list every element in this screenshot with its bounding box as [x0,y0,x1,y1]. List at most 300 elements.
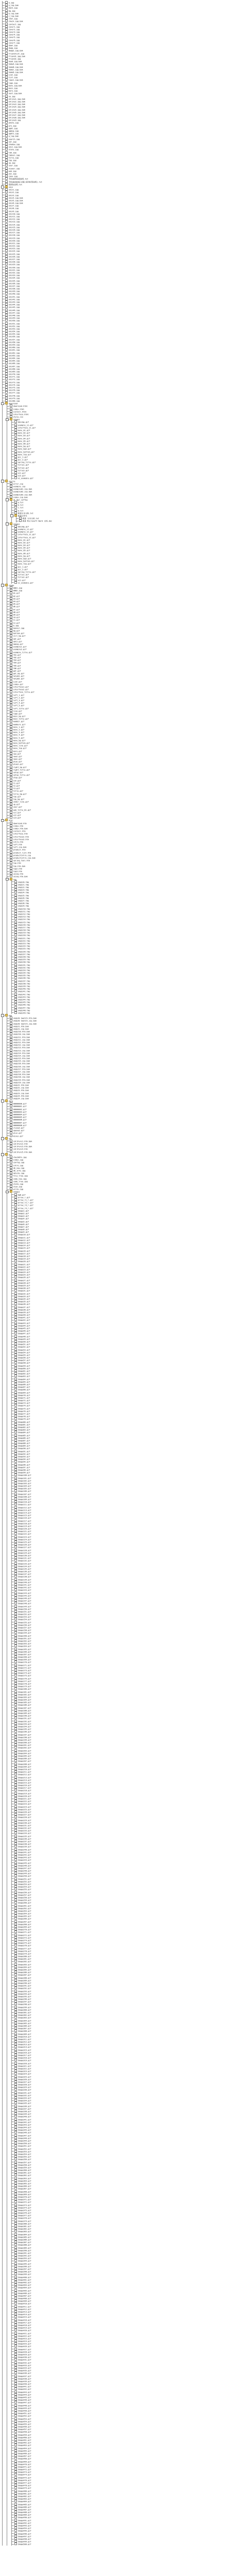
tree-item-label: up.gif [13,803,20,806]
tree-connector [2,259,5,260]
tree-connector [7,761,9,762]
tree-connector [2,114,5,115]
tree-item-label: search.jpg [8,138,20,141]
tree-item-label: skqSJ25.tmp [18,947,30,950]
tree-item-label: 00000007.gif [13,1122,27,1124]
tree-item-label: skqSJ46.tmp [18,1004,30,1006]
tree-connector [7,593,9,594]
tree-connector [11,1416,14,1417]
tree-item-label: head.jpg.bak [8,60,22,63]
tree-item-label: closed.gif [13,1127,25,1129]
tree-item-label: skin9.jpg [8,210,19,213]
tree-item-label: Image120.gif [18,1528,31,1530]
tree-item-label: image [8,584,14,587]
tree-item-label: Image225.gif [18,1808,31,1811]
tree-item-label: skin46.jpg [8,309,20,312]
tree-item-label: step.gif [13,776,22,779]
tree-connector [11,1603,14,1604]
tree-connector [11,983,14,984]
tree-item-label: Image99.gif [18,1471,30,1474]
tree-item-label: Image89.gif [18,1445,30,1447]
tree-item-label: skin3.jpg [8,194,19,197]
tree-item-label: top2.htm [13,868,22,870]
tree-item-label: help01.gif [13,675,25,677]
tree-item-label: more.jpg [8,90,18,92]
tree-connector [11,1766,14,1767]
tree-connector [11,919,14,920]
tree-item-label: Image205.gif [18,1755,31,1757]
tree-connector [2,213,5,214]
tree-item-label: Image220.gif [18,1795,31,1798]
tree-item-label: Image126.gif [18,1544,31,1546]
tree-item-label: left_1.gif [13,694,25,697]
tree-item-label: arrow_r1_r.gif [18,1199,33,1201]
tree-item-label: qqdt1.jpg [8,132,19,135]
tree-item-label: Image160.gif [18,1635,31,1637]
tree-item-label: chat.jpg [8,18,18,20]
tree-connector [11,1734,14,1735]
tree-connector [11,1499,14,1500]
tree-item-label: tmp [13,878,17,881]
tree-item-label: write.jpg [13,1188,24,1191]
tree-item-label: skin57.jpg [8,338,20,341]
tree-connector [2,264,5,265]
tree-item-label: 00000003.gif [13,1111,27,1113]
collapse-toggle-icon[interactable]: − [2,819,3,821]
tree-connector [7,590,9,591]
tree-item-label: skqSJ11.jsp.bak [13,1039,30,1041]
tree-connector [7,726,9,727]
tree-item-label: xz2.gif [18,474,26,477]
tree-item-label: Image230.gif [18,1822,31,1824]
tree-item-label: Image136.gif [18,1570,31,1573]
tree-connector [11,1432,14,1433]
tree-item-label: skin70.jpg [8,373,20,376]
tree-connector [7,1018,9,1019]
tree-item-label: next.jpg.bak [8,92,22,95]
tree-item-label: menu_bg.gif [13,739,26,742]
tree-item-label: skqSJ20.tmp [18,935,30,937]
tree-item-label: callFunc5.htm.bak [13,1151,32,1154]
tree-item-label: skin48.jpg [8,314,20,317]
tree-connector [2,85,5,86]
tree-item-label: skqSJ9.tmp [18,905,29,907]
collapse-toggle-icon[interactable]: − [2,1014,3,1016]
tree-item-label: skin31.jpg [8,269,20,272]
tree-item-label: Image63.gif [18,1375,30,1378]
tree-item-label: Image194.gif [18,1725,31,1728]
tree-connector [2,181,5,182]
tree-item-label: skqSJ10.tmp [18,908,30,910]
tree-item-label: skqSJ7.tmp [18,900,29,902]
tree-item-label: Image218.gif [18,1790,31,1792]
tree-item-label: Image222.gif [18,1800,31,1803]
tree-item-label: Image191.gif [18,1717,31,1720]
tree-item-label: Image71.gif [18,1397,30,1399]
tree-item-label: 00000005.gif [13,1116,27,1118]
tree-item-label: 06.gif [13,605,20,608]
tree-connector [7,665,9,666]
tree-item-label: menu_03.gif [18,434,30,437]
tree-item-label: skin.jpg.bak [8,146,22,148]
tree-connector [7,788,9,789]
tree-item-label: get.gif [13,670,21,672]
collapse-toggle-icon[interactable]: − [7,498,8,501]
tree-connector [11,1547,14,1548]
tree-item-label: code_tree.jpg [13,1180,28,1183]
tree-item-label: online1.jpg.bak [8,98,26,100]
tree-item-label: bg.jpg [8,10,15,12]
tree-connector [11,1210,14,1211]
tree-connector [7,753,9,754]
tree-item-label: skqSJ17.htm.bak [13,1068,30,1071]
tree-item-label: source [8,480,15,483]
tree-connector [2,368,5,369]
tree-item-label: Image40.gif [18,1314,30,1316]
tree-item-label: Image144.gif [18,1592,31,1595]
tree-connector [11,1651,14,1652]
tree-item-label: skqSJ49.tmp [18,1012,30,1014]
tree-connector [11,1397,14,1398]
tree-item-label: down.jpg [8,44,18,47]
tree-item-label: 11.gif [13,619,20,621]
collapse-toggle-icon[interactable]: − [11,514,12,517]
tree-connector [2,192,5,193]
tree-connector [11,1012,14,1013]
tree-item-label: friendlist.jpg [8,53,24,55]
tree-connector [7,1039,9,1040]
tree-connector [11,1226,14,1227]
tree-connector [11,582,14,583]
tree-item-label: skqSJ23.tmp [18,942,30,945]
tree-item-label: Image6.gif [18,1223,29,1226]
tree-item-label: setup_title.gif [13,774,30,776]
tree-connector [11,566,14,567]
tree-item-label: skqSJ16.htm.bak [13,1063,30,1065]
tree-item-label: skin41.jpg [8,296,20,298]
tree-connector [7,1055,9,1056]
tree-connector [11,1769,14,1770]
tree-connector [2,312,5,313]
tree-item-label: index.jsp.bak [13,496,28,499]
tree-connector [7,1031,9,1032]
tree-item-label: Image209.gif [18,1766,31,1768]
tree-connector [7,737,9,738]
tree-item-label: qqdt.jpg [8,127,18,130]
tree-item-label: skin56.jpg [8,336,20,338]
tree-item-label: xz2.gif [13,814,21,817]
tree-item-label: skin79.jpg [8,397,20,400]
tree-connector [2,208,5,209]
tree-item-label: menu_bg2.gif [18,557,31,560]
tree-connector [7,847,9,848]
tree-item-label: Image159.gif [18,1632,31,1634]
tree-item-label: skin64.jpg [8,357,20,360]
tree-connector [11,446,14,447]
tree-item-label: menu_line.gif [13,744,28,747]
tree-item-label: Image124.gif [18,1538,31,1541]
tree-item-label: homeC.jpg.bak [8,69,23,71]
tree-connector [7,1090,9,1091]
tree-item-label: skqSJ2.htm.bak [13,1084,29,1087]
tree-item-label: skin6.jpg.bak [8,202,23,205]
tree-connector [11,1381,14,1382]
tree-connector [11,542,14,543]
tree-connector [11,1624,14,1625]
tree-item-label: Image28.gif [18,1282,30,1284]
tree-connector [7,1042,9,1043]
tree-item-label: Image8.gif [18,1228,29,1231]
tree-connector [7,748,9,749]
collapse-toggle-icon[interactable]: − [7,1190,8,1193]
tree-connector [2,336,5,337]
tree-item-label: left.htm [13,843,22,846]
tree-item-label: main_bg.gif [13,715,26,718]
tree-item-label: skin16.jpg [8,229,20,231]
tree-item-label: skqSJ0 Swatch.htm.bak [13,1017,37,1020]
tree-item-label: menu_bg2.gif [18,448,31,450]
tree-item-label: Image131.gif [18,1557,31,1560]
tree-item-label: Image195.gif [18,1728,31,1731]
tree-connector [7,1047,9,1048]
tree-item-label: arrow_r.gif [18,1196,30,1199]
tree-connector [11,1293,14,1294]
tree-connector [11,539,14,540]
collapse-toggle-icon[interactable]: − [2,1137,3,1140]
tree-item-label: view.jpg [13,1185,22,1188]
tree-connector [11,1643,14,1644]
tree-item-label: c.txt [18,507,24,510]
tree-connector [7,876,9,877]
tree-item-label: skqSJ0 Swatch.jsp.bak [13,1023,37,1025]
tree-connector [11,1520,14,1521]
tree-item-label: b.txt [18,504,24,506]
tree-connector [11,975,14,976]
tree-item-label: Image186.gif [18,1704,31,1707]
tree-connector [11,1475,14,1476]
tree-item-label: intro.htm [13,841,24,843]
tree-item-label: left_4.gif [13,702,25,704]
tree-item-label: Image114.gif [18,1512,31,1514]
tree-connector [11,1806,14,1807]
tree-item-label: 10.gif [13,616,20,619]
tree-connector [11,959,14,960]
collapse-toggle-icon[interactable]: − [2,584,3,586]
tree-item-label: skqSJ4.tmp [18,892,29,894]
tree-item-label: skin22.jpg [8,245,20,247]
collapse-toggle-icon[interactable]: − [7,418,8,420]
tree-item-label: interface.htm [13,833,28,835]
tree-connector [11,1742,14,1743]
tree-item-label: db_new.jpg [13,1167,25,1170]
tree-item-label: spring_title.gif [18,571,36,573]
tree-item-label: interface_title.gif [13,691,34,693]
tree-connector [11,1464,14,1465]
tree-item-label: skin11.jpg [8,215,20,218]
tree-connector [11,1237,14,1238]
tree-item-label: example.jsp [13,485,26,488]
collapse-toggle-icon[interactable]: − [7,877,8,880]
tree-connector [7,1111,9,1112]
tree-connector [11,1325,14,1326]
tree-item-label: Image59.gif [18,1365,30,1367]
tree-connector [11,1729,14,1730]
tree-connector [7,745,9,746]
tree-item-label: skin60.jpg [8,346,20,349]
tree-item-label: logo.jpg [8,82,18,84]
tree-item-label: Image102.gif [18,1480,31,1482]
tree-item-label: skqSJ40.tmp [18,988,30,990]
tree-item-label: Image4.gif [18,1217,29,1220]
tree-connector [11,1630,14,1631]
tree-item-label: Image33.gif [18,1295,30,1298]
tree-item-label: c_log.bak [8,15,19,18]
tree-connector [11,986,14,987]
tree-item-label: title_bg.gif [13,793,27,795]
tree-item-label: Image87.gif [18,1439,30,1442]
tree-item-label: 新建文本文档.txt [18,512,33,515]
tree-item-label: skin53.jpg [8,328,20,330]
tree-item-label: menu_06.gif [18,552,30,555]
tree-item-label: Image27.gif [18,1279,30,1282]
tree-item-label: menu_04.gif [18,437,30,440]
tree-item-label: callFunc3.htm.bak [13,1145,32,1148]
tree-item-label: skqSJ41.tmp [18,990,30,993]
tree-item-label: t2.gif [13,785,20,787]
tree-item-label: Image223.gif [18,1803,31,1805]
tree-item-label: 04.gif [13,600,20,603]
collapse-toggle-icon[interactable]: − [2,1153,3,1156]
tree-item-label: skin63.jpg [8,354,20,357]
tree-connector [7,483,9,484]
tree-item-label: menu_bottom.gif [18,451,35,453]
tree-connector [11,1592,14,1593]
tree-item-label: Image103.gif [18,1482,31,1485]
tree-item-label: Image52.gif [18,1346,30,1348]
tree-item-label: zone.jpg [8,175,18,178]
tree-connector [11,510,14,511]
tree-connector [11,1790,14,1791]
tree-item-label: file_tree.jpg [13,1175,28,1177]
tree-item-label: f01.gif [13,654,21,656]
tree-item-label: skqSJ15.htm.bak [13,1057,30,1060]
tree-item-label: Image50.gif [18,1341,30,1343]
tree-connector [11,1691,14,1692]
tree-item-label: 手机QQ网页版说明.txt [8,178,28,180]
tree-connector [11,1817,14,1818]
collapse-toggle-icon[interactable]: − [2,479,3,482]
tree-item-label: skin75.jpg [8,386,20,389]
tree-item-label: Image51.gif [18,1343,30,1346]
tree-item-label: Image2.gif [18,1212,29,1215]
collapse-toggle-icon[interactable]: − [2,402,3,404]
tree-connector [11,1614,14,1615]
tree-item-label: skin69.jpg [8,370,20,373]
tree-connector [11,924,14,925]
tree-item-label: skin30.jpg [8,266,20,269]
tree-item-label: menu_06.gif [18,443,30,445]
tree-connector [11,1288,14,1289]
tree-item-label: Image13.gif [18,1242,30,1244]
tree-item-label: dwmsg.gif [13,643,24,646]
tree-connector [11,1448,14,1449]
tree-item-label: under_line.gif [13,801,29,803]
tree-connector [11,948,14,949]
tree-item-label: Image77.gif [18,1413,30,1415]
tree-item-label: skqSJ22.tmp [18,940,30,942]
collapse-toggle-icon[interactable]: − [7,522,8,524]
tree-item-label: Image106.gif [18,1490,31,1493]
tree-item-label: skin35.jpg [8,280,20,282]
tree-item-label: images [13,523,20,526]
tree-connector [11,526,14,527]
tree-connector [11,1496,14,1497]
tree-connector [7,1095,9,1096]
tree-item-label: 新建 文本文档.txt [22,517,39,520]
tree-item-label: cover4.jpg [8,33,20,36]
collapse-toggle-icon[interactable]: − [2,1099,3,1102]
tree-item-label: menu_bg.gif [18,445,30,448]
tree-connector [7,1157,9,1158]
tree-item-label: skin62.jpg [8,352,20,354]
tree-item-label: Image165.gif [18,1648,31,1651]
tree-item-label: productintro.jsp.bak [13,857,36,859]
tree-item-label: skqSJ13.htm.bak [13,1046,30,1049]
tree-item-label: Image188.gif [18,1709,31,1712]
tree-item-label: skqSJ19.jsp.bak [13,1081,30,1084]
tree-connector [2,395,5,396]
tree-item-label: Image197.gif [18,1734,31,1736]
tree-item-label: Image37.gif [18,1306,30,1309]
tree-item-label: skin15.jpg [8,226,20,229]
tree-item-label: skqSJ2.tmp [18,886,29,889]
tree-item-label: data [8,1100,13,1103]
tree-item-label: Image112.gif [18,1506,31,1509]
tree-item-label: Image56.gif [18,1357,30,1359]
tree-item-label: news.gif [13,758,22,760]
tree-connector [11,1504,14,1505]
tree-connector [2,21,5,22]
collapse-toggle-icon[interactable]: − [2,185,3,188]
tree-connector [11,427,14,428]
tree-item-label: arrow_r3_r.gif [18,1204,33,1207]
tree-connector [11,903,14,904]
tree-item-label: code_new.jpg [13,1178,27,1180]
tree-item-label: skin40.jpg [8,293,20,296]
tree-item-label: skqSJ31.tmp [18,964,30,967]
tree-item-label: skqSJ0.tmp [18,881,29,884]
tree-item-label: Image207.gif [18,1760,31,1762]
tree-connector [7,769,9,770]
tree-item-label: top.htm [13,862,21,865]
tree-item-label: Image143.gif [18,1589,31,1591]
tree-item-label: skin49.jpg [8,317,20,319]
tree-connector [11,1555,14,1556]
tree-item-label: Image58.gif [18,1362,30,1365]
tree-connector [11,1542,14,1543]
tree-item-label: Image217.gif [18,1787,31,1789]
tree-connector [11,1427,14,1428]
tree-connector [11,887,14,888]
tree-connector [11,940,14,941]
tree-item-label: Image193.gif [18,1723,31,1725]
tree-item-label: Image185.gif [18,1701,31,1704]
tree-connector [11,980,14,981]
tree-item-label: skin51.jpg [8,323,20,325]
file-tree [1,1,224,2546]
tree-item-label: skin33.jpg [8,274,20,277]
tree-item-label: xz_example.gif [18,477,33,480]
